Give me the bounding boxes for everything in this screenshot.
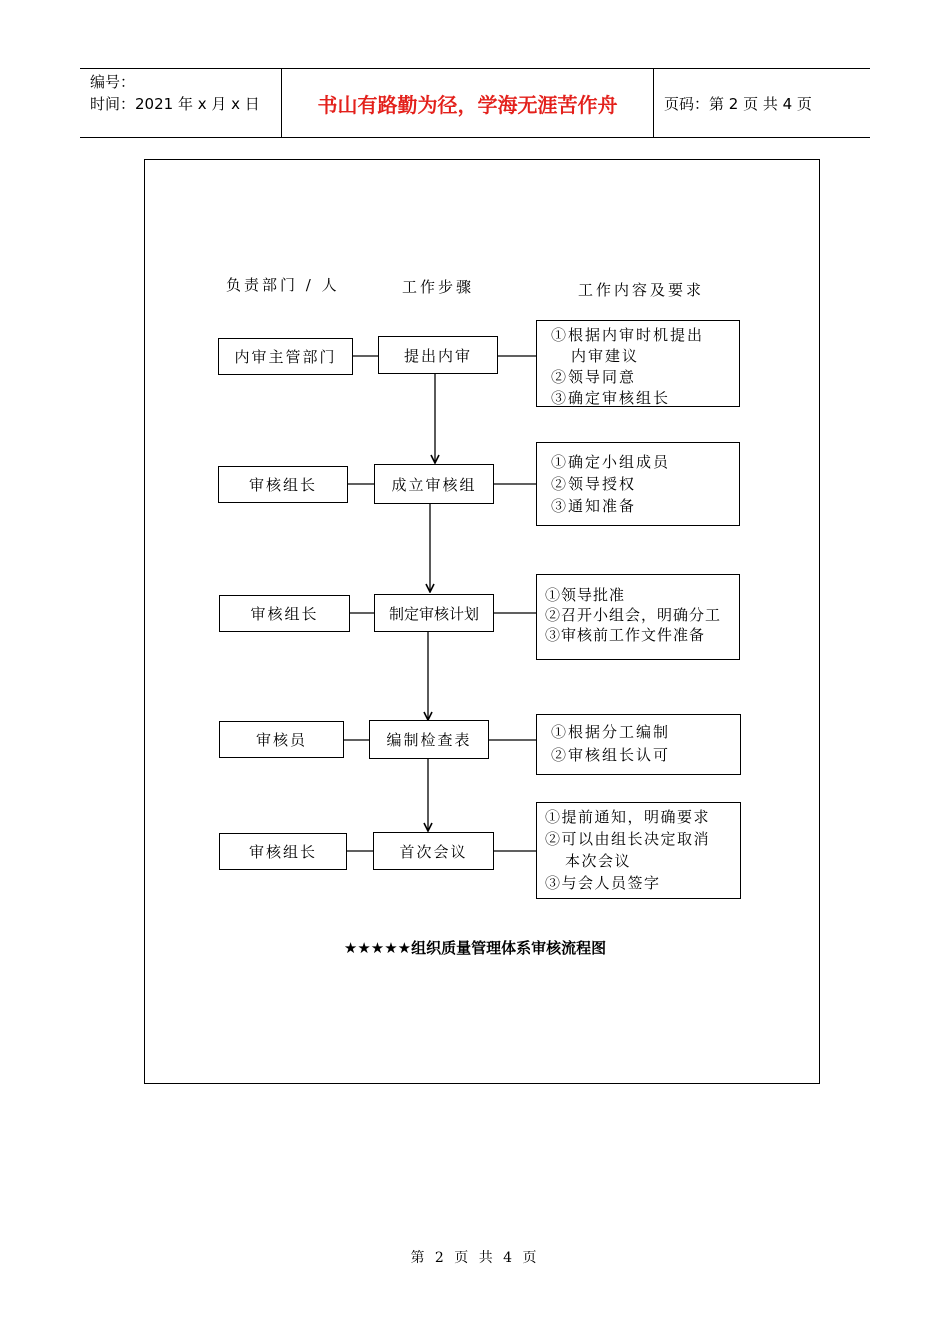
responsible-box: 审核组长 bbox=[219, 595, 350, 632]
requirement-line: ①根据分工编制 bbox=[551, 723, 671, 741]
requirement-line: ①提前通知，明确要求 bbox=[545, 808, 711, 826]
requirements-box bbox=[536, 320, 740, 407]
col-header-content: 工作内容及要求 bbox=[578, 281, 705, 299]
requirement-line: 本次会议 bbox=[565, 852, 632, 870]
requirement-line: ③通知准备 bbox=[551, 497, 637, 515]
requirement-line: ②召开小组会，明确分工 bbox=[545, 606, 722, 624]
col-header-responsible: 负责部门 / 人 bbox=[226, 276, 340, 294]
requirements-box bbox=[536, 442, 740, 526]
requirement-line: ②审核组长认可 bbox=[551, 746, 671, 764]
requirement-line: ①领导批准 bbox=[545, 586, 626, 604]
number-label: 编号： bbox=[90, 73, 136, 91]
responsible-box: 内审主管部门 bbox=[218, 338, 353, 375]
requirement-line: ③审核前工作文件准备 bbox=[545, 626, 706, 644]
page-footer: 第 2 页 共 4 页 bbox=[410, 1250, 540, 1266]
responsible-box: 审核员 bbox=[219, 721, 344, 758]
requirement-line: ②领导同意 bbox=[551, 368, 637, 386]
header-slogan: 书山有路勤为径，学海无涯苦作舟 bbox=[282, 69, 654, 137]
requirement-line: 内审建议 bbox=[571, 347, 640, 365]
requirement-line: ②可以由组长决定取消 bbox=[545, 830, 711, 848]
responsible-box: 审核组长 bbox=[218, 466, 348, 503]
requirements-box bbox=[536, 802, 741, 899]
requirements-box bbox=[536, 714, 741, 775]
flowchart-caption: ★★★★★组织质量管理体系审核流程图 bbox=[343, 939, 607, 957]
step-box: 成立审核组 bbox=[374, 464, 494, 504]
time-label: 时间：2021 年 x 月 x 日 bbox=[90, 95, 260, 113]
responsible-box: 审核组长 bbox=[219, 833, 347, 870]
header-page-info: 页码：第 2 页 共 4 页 bbox=[664, 94, 812, 113]
requirement-line: ①确定小组成员 bbox=[551, 453, 671, 471]
requirement-line: ③确定审核组长 bbox=[551, 389, 671, 407]
step-box: 首次会议 bbox=[373, 832, 494, 870]
step-box: 提出内审 bbox=[378, 336, 498, 374]
col-header-step: 工作步骤 bbox=[402, 278, 475, 296]
requirement-line: ②领导授权 bbox=[551, 475, 637, 493]
requirements-box bbox=[536, 574, 740, 660]
step-box: 制定审核计划 bbox=[374, 594, 494, 632]
requirement-line: ③与会人员签字 bbox=[545, 874, 661, 892]
requirement-line: ①根据内审时机提出 bbox=[551, 326, 705, 344]
step-box: 编制检查表 bbox=[369, 720, 489, 759]
